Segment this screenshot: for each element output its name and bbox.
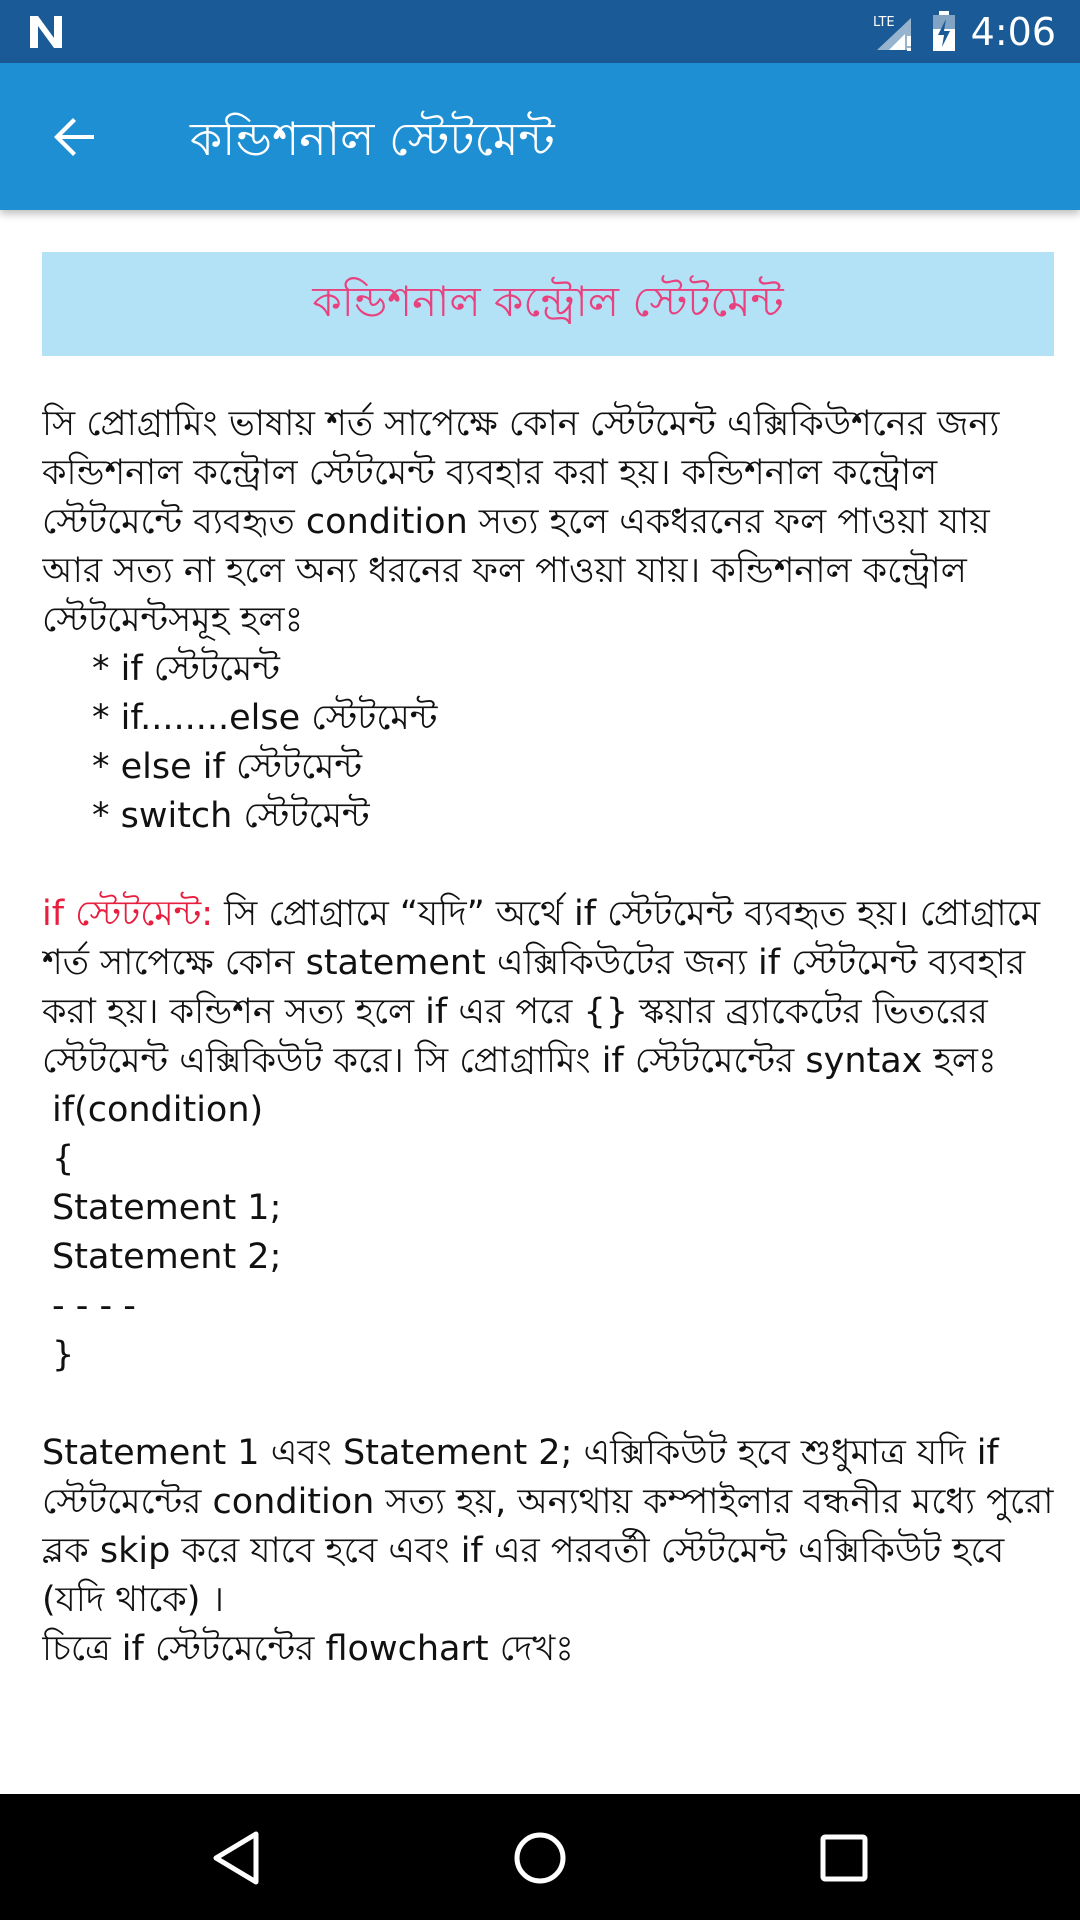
intro-paragraph: সি প্রোগ্রামিং ভাষায় শর্ত সাপেক্ষে কোন স্টেটমেন্ট এক্সিকিউশনের জন্য কন্ডিশনাল কন্ট্রোল স্টেটমেন্ট ব্যবহার করা হয়। কন্ডিশনাল কন্ট্রোল স্টেটমেন্টে ব্যবহৃত condition সত্য হলে একধরনের ফল পাওয়া যায় আর সত্য না হলে অন্য ধরনের ফল পাওয়া যায়। কন্ডিশনাল কন্ট্রোল স্টেটমেন্টসমূহ হলঃ xyxy=(42,404,1000,640)
code-line: Statement 2; xyxy=(52,1237,282,1277)
list-item: * if স্টেটমেন্ট xyxy=(92,649,280,689)
nav-back-button[interactable] xyxy=(200,1822,272,1894)
code-line: } xyxy=(52,1335,75,1375)
section-banner xyxy=(42,252,1054,356)
nav-home-button[interactable] xyxy=(504,1822,576,1894)
status-time: 4:06 xyxy=(970,9,1056,54)
network-label: LTE xyxy=(872,14,895,30)
status-bar xyxy=(0,0,1080,63)
list-item: * if........else স্টেটমেন্ট xyxy=(92,698,438,738)
article-content[interactable] xyxy=(42,252,1054,1742)
code-line: if(condition) xyxy=(52,1090,264,1130)
nav-home-circle-icon xyxy=(512,1830,568,1886)
page-title: কন্ডিশনাল স্টেটমেন্ট xyxy=(190,112,555,166)
status-icons xyxy=(871,0,1056,63)
signal-icon xyxy=(871,12,917,52)
if-paragraph xyxy=(42,890,1054,1086)
nav-recents-button[interactable] xyxy=(808,1822,880,1894)
back-button[interactable] xyxy=(38,101,110,173)
list-item: * else if স্টেটমেন্ট xyxy=(92,747,363,787)
code-line: - - - - xyxy=(52,1286,136,1326)
navigation-bar xyxy=(0,1794,1080,1920)
code-line: Statement 1; xyxy=(52,1188,282,1228)
flowchart-caption: চিত্রে if স্টেটমেন্টের flowchart দেখঃ xyxy=(42,1629,574,1669)
battery-charging-icon xyxy=(931,11,957,53)
code-line: { xyxy=(52,1139,75,1179)
banner-title: কন্ডিশনাল কন্ট্রোল স্টেটমেন্ট xyxy=(312,276,784,326)
if-heading: if স্টেটমেন্ট: xyxy=(42,894,214,934)
if-text: সি প্রোগ্রামে “যদি” অর্থে if স্টেটমেন্ট ব্যবহৃত হয়। প্রোগ্রামে শর্ত সাপেক্ষে কোন statement এক্সিকিউটের জন্য if স্টেটমেন্ট ব্যবহার করা হয়। কন্ডিশন সত্য হলে if এর পরে {} স্কয়ার ব্র্যাকেটের ভিতরের স্টেটমেন্ট এক্সিকিউট করে। সি প্রোগ্রামিং if স্টেটমেন্টের syntax হলঃ xyxy=(42,894,1041,1081)
nav-back-triangle-icon xyxy=(210,1830,262,1886)
n-notification-icon xyxy=(26,12,66,52)
arrow-back-icon xyxy=(50,113,98,161)
app-bar xyxy=(0,63,1080,210)
nav-recents-square-icon xyxy=(818,1832,870,1884)
article-body xyxy=(42,400,1054,1674)
closing-paragraph: Statement 1 এবং Statement 2; এক্সিকিউট হবে শুধুমাত্র যদি if স্টেটমেন্টের condition সত্য হয়, অন্যথায় কম্পাইলার বন্ধনীর মধ্যে পুরো ব্লক skip করে যাবে হবে এবং if এর পরবর্তী স্টেটমেন্ট এক্সিকিউট হবে (যদি থাকে) । xyxy=(42,1433,1054,1620)
list-item: * switch স্টেটমেন্ট xyxy=(92,796,370,836)
